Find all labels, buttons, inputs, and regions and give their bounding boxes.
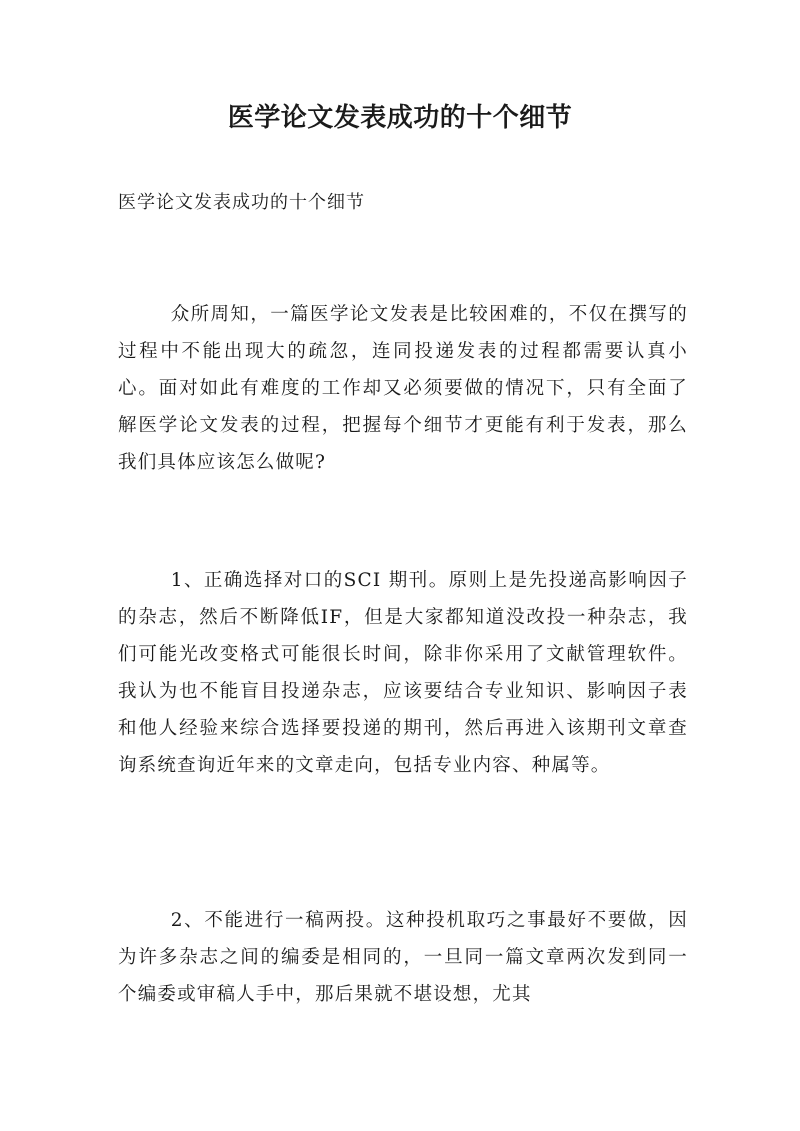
document-subtitle: 医学论文发表成功的十个细节 [118, 192, 365, 213]
paragraph-intro: 众所周知，一篇医学论文发表是比较困难的，不仅在撰写的过程中不能出现大的疏忽，连同投递发表的过程都需要认真小心。面对如此有难度的工作却又必须要做的情况下，只有全面了解医学论文发表的过程，把握每个细节才更能有利于发表，那么我们具体应该怎么做呢? [118, 304, 688, 473]
paragraph-item-2: 2、不能进行一稿两投。这种投机取巧之事最好不要做，因为许多杂志之间的编委是相同的，一旦同一篇文章两次发到同一个编委或审稿人手中，那后果就不堪设想，尤其 [118, 910, 688, 1005]
page-title: 医学论文发表成功的十个细节 [227, 103, 573, 133]
paragraph-item-1: 1、正确选择对口的SCI 期刊。原则上是先投递高影响因子的杂志，然后不断降低IF，但是大家都知道没改投一种杂志，我们可能光改变格式可能很长时间，除非你采用了文献管理软件。我认为也不能盲目投递杂志，应该要结合专业知识、影响因子表和他人经验来综合选择要投递的期刊，然后再进入该期刊文章查询系统查询近年来的文章走向，包括专业内容、种属等。 [118, 570, 688, 776]
